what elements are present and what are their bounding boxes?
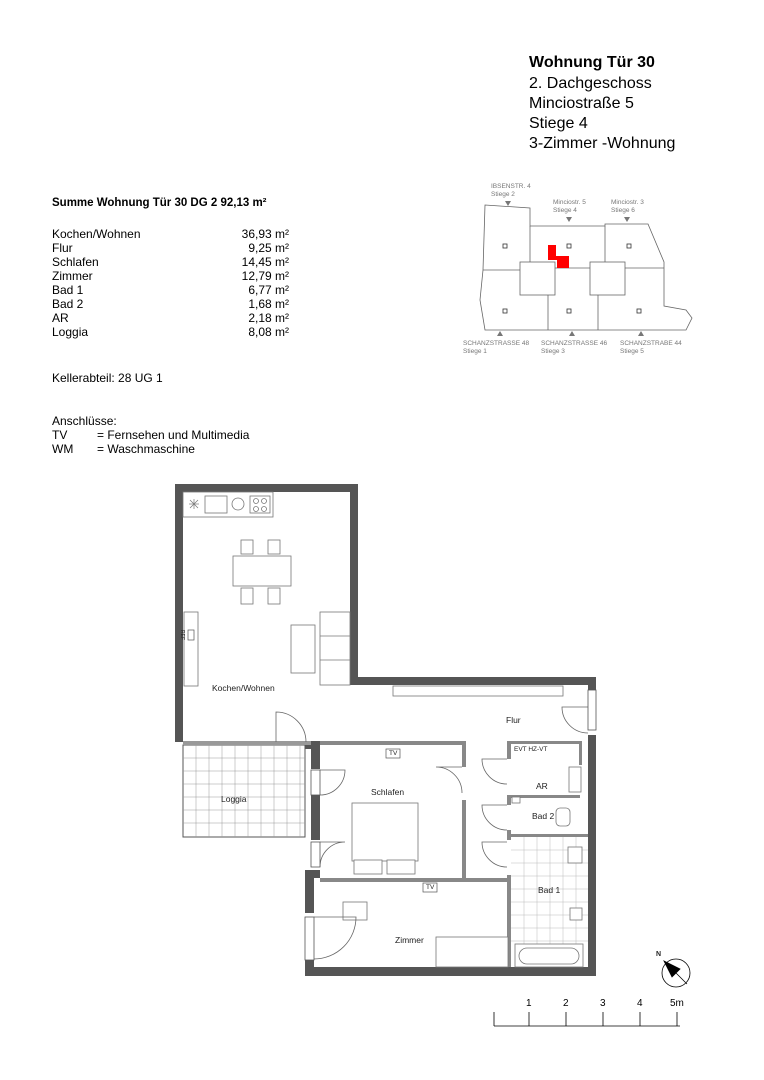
scale-label: 5m (670, 998, 684, 1009)
room-area: 6,77 m² (248, 283, 289, 297)
site-label: SCHANZSTRASSE 46 Stiege 3 (541, 340, 608, 355)
site-arrows (497, 201, 644, 336)
room-name: Bad 2 (52, 297, 84, 311)
north-arrow-icon (662, 959, 690, 987)
room-area: 2,18 m² (248, 311, 289, 325)
scale-label: 3 (600, 998, 606, 1009)
room-label-bad1: Bad 1 (538, 885, 561, 895)
tv-label: TV (389, 750, 398, 757)
room-name: Zimmer (52, 269, 93, 283)
summary-title: Summe Wohnung Tür 30 DG 2 92,13 m² (52, 197, 267, 209)
site-label: SCHANZSTRABE 44 Stiege 5 (620, 340, 682, 355)
room-label-loggia: Loggia (221, 794, 247, 804)
stair-label: Stiege 4 (529, 115, 588, 132)
room-area: 36,93 m² (241, 227, 289, 241)
room-label-bad2: Bad 2 (532, 811, 555, 821)
apartment-type: 3-Zimmer -Wohnung (529, 135, 676, 152)
room-label-schlafen: Schlafen (371, 787, 405, 797)
legend-desc: = Fernsehen und Multimedia (97, 428, 250, 442)
room-name: Bad 1 (52, 283, 84, 297)
site-label: SCHANZSTRASSE 48 Stiege 1 (463, 340, 530, 355)
ref-label: REF (179, 630, 185, 640)
stove-icon (189, 499, 199, 509)
legend-code: TV (52, 428, 68, 442)
north-label: N (656, 951, 662, 958)
room-area: 9,25 m² (248, 241, 289, 255)
apartment-title: Wohnung Tür 30 (529, 54, 655, 71)
loggia (183, 745, 305, 837)
room-name: Flur (52, 241, 73, 255)
site-plan (480, 205, 692, 330)
legend-desc: = Waschmaschine (97, 442, 195, 456)
site-label: Minciostr. 5 Stiege 4 (553, 199, 586, 214)
site-label: IBSENSTR. 4 Stiege 2 (491, 183, 531, 198)
legend-code: WM (52, 442, 74, 456)
apartment-highlight (548, 245, 569, 268)
scale-label: 1 (526, 998, 532, 1009)
room-label-ar: AR (536, 781, 548, 791)
room-name: Kochen/Wohnen (52, 227, 141, 241)
furniture (183, 492, 583, 967)
scale-bar (494, 1012, 680, 1026)
room-label-kochen: Kochen/Wohnen (212, 683, 275, 693)
room-name: Loggia (52, 325, 89, 339)
legend-title: Anschlüsse: (52, 414, 117, 428)
room-name: AR (52, 311, 69, 325)
cellar-label: Kellerabteil: 28 UG 1 (52, 371, 163, 385)
evt-label: EVT HZ-VT (514, 746, 548, 753)
scale-label: 2 (563, 998, 569, 1009)
floor-label: 2. Dachgeschoss (529, 75, 652, 92)
room-area: 8,08 m² (248, 325, 289, 339)
room-label-zimmer: Zimmer (395, 935, 424, 945)
scale-label: 4 (637, 998, 643, 1009)
site-label: Minciostr. 3 Stiege 6 (611, 199, 644, 214)
room-area: 1,68 m² (248, 297, 289, 311)
room-area: 14,45 m² (241, 255, 289, 269)
room-name: Schlafen (52, 255, 99, 269)
street-label: Minciostraße 5 (529, 95, 634, 112)
room-area: 12,79 m² (241, 269, 289, 283)
tv-label: TV (426, 884, 435, 891)
room-label-flur: Flur (506, 715, 521, 725)
